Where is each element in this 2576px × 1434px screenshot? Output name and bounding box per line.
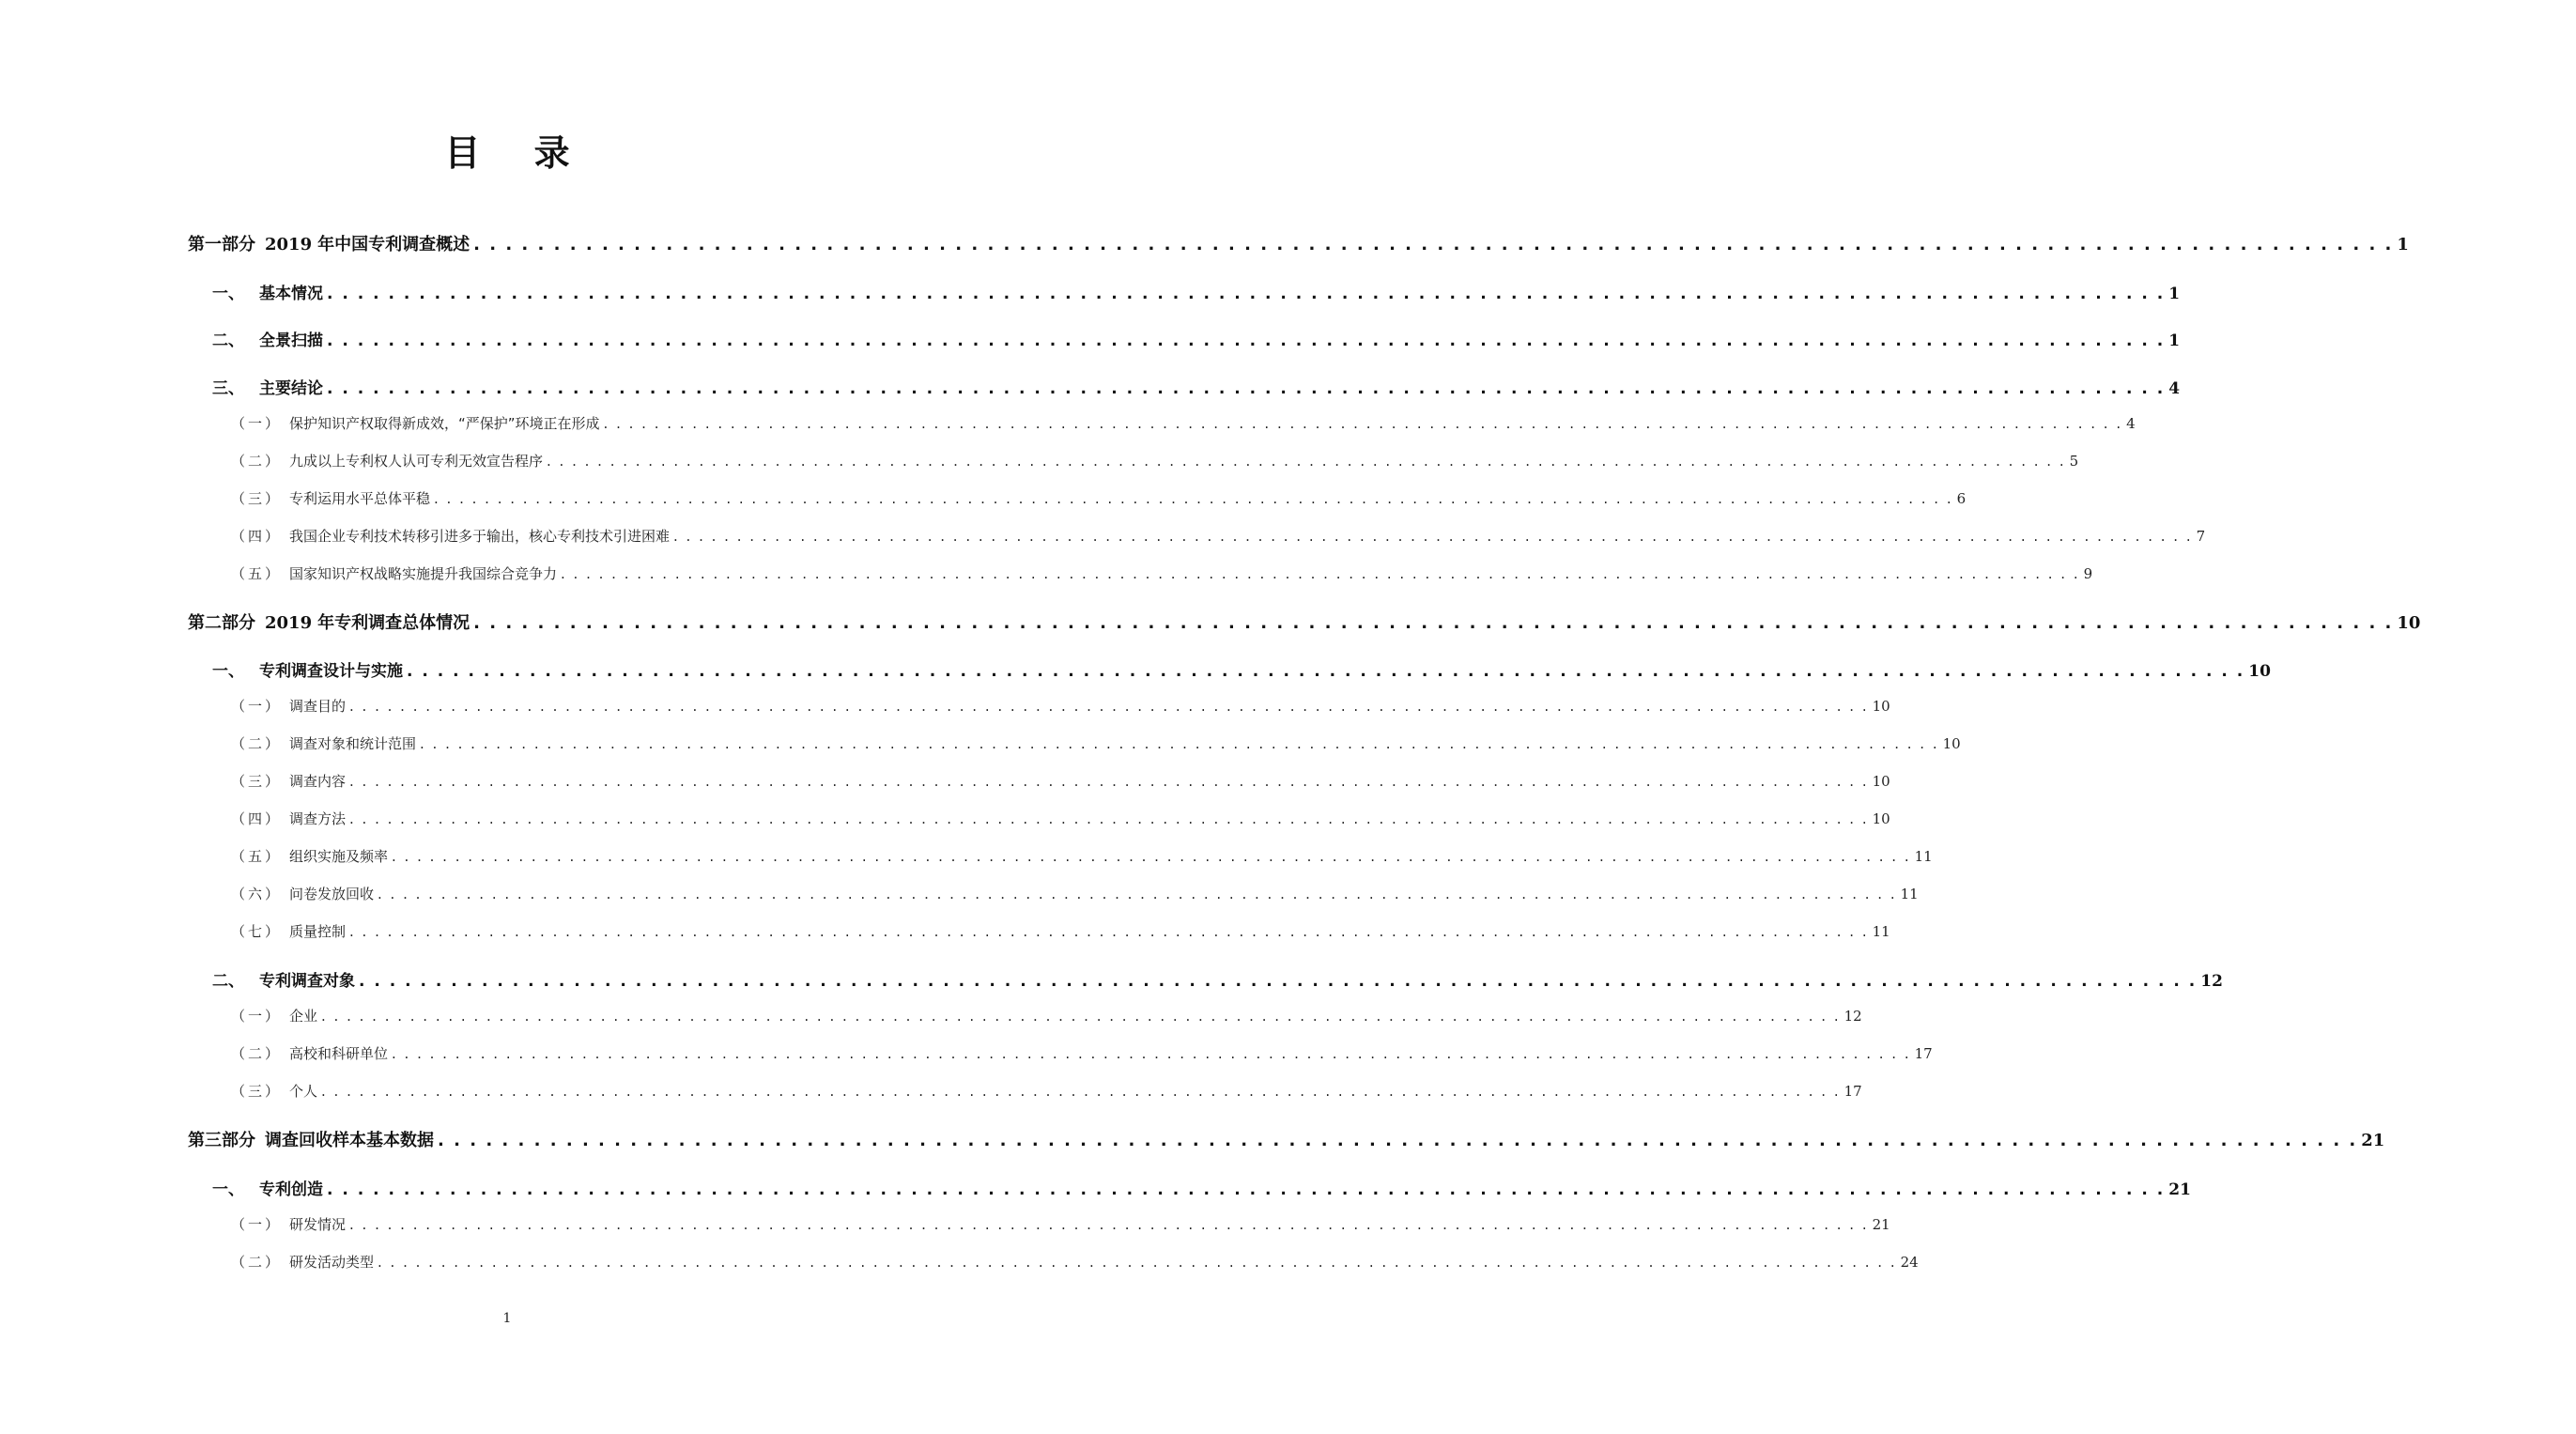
toc-dot-leader: . . . . . . . . . . . . . . . . . . . . . . . . . . . . . . . . . . . . . . . . . . . . . . . . . . . . . . . . . . . . . . . . . . . . . . . . . . . . . . . . . . . . . . . . . . . . . . . . . . . . . . . . . . . . . . . . . . . . . . . . bbox=[359, 972, 2198, 991]
toc-entry-text: 研发情况 bbox=[289, 1216, 347, 1233]
toc-entry-marker: （一） bbox=[231, 415, 283, 432]
toc-dot-leader: . . . . . . . . . . . . . . . . . . . . . . . . . . . . . . . . . . . . . . . . . . . . . . . . . . . . . . . . . . . . . . . . . . . . . . . . . . . . . . . . . . . . . . . . . . . . . . . . . . . . . . . . . . . . . . . . . . . . . . . . bbox=[327, 285, 2166, 303]
toc-entry-marker: （五） bbox=[231, 848, 283, 865]
toc-entry[interactable] bbox=[0, 488, 1967, 508]
toc-page-number: 10 bbox=[1872, 810, 1890, 827]
toc-dot-leader: . . . . . . . . . . . . . . . . . . . . . . . . . . . . . . . . . . . . . . . . . . . . . . . . . . . . . . . . . . . . . . . . . . . . . . . . . . . . . . . . . . . . . . . . . . . . . . . . . . . . . . . . . . . . . . . . . . . . . . . . bbox=[378, 886, 1897, 902]
toc-entry-text: 九成以上专利权人认可专利无效宣告程序 bbox=[289, 453, 544, 470]
toc-entry[interactable] bbox=[0, 771, 1890, 791]
toc-entry-label bbox=[0, 809, 346, 828]
toc-entry-label bbox=[0, 1043, 388, 1063]
toc-entry-marker: 一、 bbox=[212, 1180, 244, 1199]
toc-page-number: 21 bbox=[2361, 1131, 2385, 1150]
toc-entry-label bbox=[0, 884, 374, 903]
toc-entry-label bbox=[0, 846, 388, 866]
toc-entry[interactable] bbox=[0, 967, 2223, 991]
toc-dot-leader: . . . . . . . . . . . . . . . . . . . . . . . . . . . . . . . . . . . . . . . . . . . . . . . . . . . . . . . . . . . . . . . . . . . . . . . . . . . . . . . . . . . . . . . . . . . . . . . . . . . . . . . . . . . . . . . . . . . . . . . . bbox=[420, 735, 1939, 752]
toc-entry-text: 个人 bbox=[289, 1083, 318, 1100]
toc-entry[interactable] bbox=[0, 1214, 1890, 1234]
toc-page-number: 12 bbox=[2200, 972, 2223, 991]
toc-entry[interactable] bbox=[0, 696, 1890, 716]
toc-entry-marker: 一、 bbox=[212, 662, 244, 681]
toc-entry-text: 专利调查对象 bbox=[259, 972, 355, 991]
toc-entry-label bbox=[0, 967, 355, 991]
toc-entry-text: 企业 bbox=[289, 1008, 318, 1025]
toc-dot-leader: . . . . . . . . . . . . . . . . . . . . . . . . . . . . . . . . . . . . . . . . . . . . . . . . . . . . . . . . . . . . . . . . . . . . . . . . . . . . . . . . . . . . . . . . . . . . . . . . . . . . . . . . . . . . . . . . . . . . . . . . bbox=[327, 1180, 2166, 1199]
toc-entry-label bbox=[0, 696, 346, 716]
toc-page-number: 21 bbox=[2168, 1180, 2191, 1199]
toc-entry-text: 专利调查设计与实施 bbox=[259, 662, 403, 681]
toc-page-number: 4 bbox=[2168, 379, 2181, 398]
toc-entry-text: 质量控制 bbox=[289, 923, 347, 940]
toc-entry-marker: （六） bbox=[231, 886, 283, 902]
toc-entry[interactable] bbox=[0, 733, 1961, 753]
toc-entry[interactable] bbox=[0, 809, 1890, 828]
toc-entry-label bbox=[0, 451, 543, 470]
toc-dot-leader: . . . . . . . . . . . . . . . . . . . . . . . . . . . . . . . . . . . . . . . . . . . . . . . . . . . . . . . . . . . . . . . . . . . . . . . . . . . . . . . . . . . . . . . . . . . . . . . . . . . . . . . . . . . . . . . . . . . . . . . . bbox=[349, 810, 1869, 827]
toc-entry-text: 我国企业专利技术转移引进多于输出，核心专利技术引进困难 bbox=[289, 528, 671, 545]
toc-page-number: 10 bbox=[2248, 662, 2271, 681]
toc-entry-text: 调查目的 bbox=[289, 698, 347, 715]
toc-entry[interactable] bbox=[0, 1252, 1919, 1272]
toc-entry-label bbox=[0, 1252, 374, 1272]
toc-entry-text: 全景扫描 bbox=[259, 332, 323, 350]
toc-entry-label bbox=[0, 609, 470, 634]
toc-entry-text: 专利创造 bbox=[259, 1180, 323, 1199]
toc-dot-leader: . . . . . . . . . . . . . . . . . . . . . . . . . . . . . . . . . . . . . . . . . . . . . . . . . . . . . . . . . . . . . . . . . . . . . . . . . . . . . . . . . . . . . . . . . . . . . . . . . . . . . . . . . . . . . . . . . . . . . . . . bbox=[547, 453, 2066, 470]
toc-dot-leader: . . . . . . . . . . . . . . . . . . . . . . . . . . . . . . . . . . . . . . . . . . . . . . . . . . . . . . . . . . . . . . . . . . . . . . . . . . . . . . . . . . . . . . . . . . . . . . . . . . . . . . . . . . . . . . . . . . . . . . . . bbox=[407, 662, 2245, 681]
toc-dot-leader: . . . . . . . . . . . . . . . . . . . . . . . . . . . . . . . . . . . . . . . . . . . . . . . . . . . . . . . . . . . . . . . . . . . . . . . . . . . . . . . . . . . . . . . . . . . . . . . . . . . . . . . . . . . . . . . . . . . . . . . . bbox=[473, 235, 2394, 254]
toc-page-number: 7 bbox=[2196, 528, 2206, 545]
toc-entry[interactable] bbox=[0, 1081, 1862, 1101]
toc-entry-marker: （二） bbox=[231, 1254, 283, 1271]
toc-dot-leader: . . . . . . . . . . . . . . . . . . . . . . . . . . . . . . . . . . . . . . . . . . . . . . . . . . . . . . . . . . . . . . . . . . . . . . . . . . . . . . . . . . . . . . . . . . . . . . . . . . . . . . . . . . . . . . . . . . . . . . . . bbox=[378, 1254, 1897, 1271]
toc-page-number: 21 bbox=[1872, 1216, 1890, 1233]
toc-page-number: 17 bbox=[1843, 1083, 1862, 1100]
toc-entry-label bbox=[0, 771, 346, 791]
toc-entry-label bbox=[0, 327, 323, 350]
toc-dot-leader: . . . . . . . . . . . . . . . . . . . . . . . . . . . . . . . . . . . . . . . . . . . . . . . . . . . . . . . . . . . . . . . . . . . . . . . . . . . . . . . . . . . . . . . . . . . . . . . . . . . . . . . . . . . . . . . . . . . . . . . . bbox=[349, 923, 1869, 940]
toc-entry[interactable] bbox=[0, 921, 1890, 941]
toc-part-name: 第三部分 bbox=[188, 1131, 255, 1150]
toc-entry[interactable] bbox=[0, 846, 1933, 866]
toc-entry-marker: 二、 bbox=[212, 972, 244, 991]
toc-entry-marker: （三） bbox=[231, 490, 283, 507]
toc-entry[interactable] bbox=[0, 413, 2136, 433]
toc-entry[interactable] bbox=[0, 1043, 1933, 1063]
toc-entry-label bbox=[0, 1176, 323, 1199]
toc-entry[interactable] bbox=[0, 657, 2271, 681]
toc-entry-text: 调查对象和统计范围 bbox=[289, 735, 417, 752]
toc-dot-leader: . . . . . . . . . . . . . . . . . . . . . . . . . . . . . . . . . . . . . . . . . . . . . . . . . . . . . . . . . . . . . . . . . . . . . . . . . . . . . . . . . . . . . . . . . . . . . . . . . . . . . . . . . . . . . . . . . . . . . . . . bbox=[321, 1008, 1841, 1025]
toc-entry-label bbox=[0, 921, 346, 941]
toc-entry-marker: （一） bbox=[231, 1008, 283, 1025]
toc-entry-label bbox=[0, 1214, 346, 1234]
toc-entry-marker: （五） bbox=[231, 565, 283, 582]
toc-dot-leader: . . . . . . . . . . . . . . . . . . . . . . . . . . . . . . . . . . . . . . . . . . . . . . . . . . . . . . . . . . . . . . . . . . . . . . . . . . . . . . . . . . . . . . . . . . . . . . . . . . . . . . . . . . . . . . . . . . . . . . . . bbox=[349, 773, 1869, 790]
toc-entry-text: 组织实施及频率 bbox=[289, 848, 389, 865]
toc-dot-leader: . . . . . . . . . . . . . . . . . . . . . . . . . . . . . . . . . . . . . . . . . . . . . . . . . . . . . . . . . . . . . . . . . . . . . . . . . . . . . . . . . . . . . . . . . . . . . . . . . . . . . . . . . . . . . . . . . . . . . . . . bbox=[434, 490, 1953, 507]
toc-entry-text: 主要结论 bbox=[259, 379, 323, 398]
toc-entry[interactable] bbox=[0, 563, 2093, 583]
toc-dot-leader: . . . . . . . . . . . . . . . . . . . . . . . . . . . . . . . . . . . . . . . . . . . . . . . . . . . . . . . . . . . . . . . . . . . . . . . . . . . . . . . . . . . . . . . . . . . . . . . . . . . . . . . . . . . . . . . . . . . . . . . . bbox=[673, 528, 2193, 545]
toc-entry-marker: 二、 bbox=[212, 332, 244, 350]
toc-entry-marker: （二） bbox=[231, 735, 283, 752]
toc-entry-marker: （一） bbox=[231, 1216, 283, 1233]
toc-entry-text: 高校和科研单位 bbox=[289, 1045, 389, 1062]
toc-part-year: 2019 bbox=[265, 613, 313, 633]
toc-part-title: 年专利调查总体情况 bbox=[317, 613, 470, 633]
toc-dot-leader: . . . . . . . . . . . . . . . . . . . . . . . . . . . . . . . . . . . . . . . . . . . . . . . . . . . . . . . . . . . . . . . . . . . . . . . . . . . . . . . . . . . . . . . . . . . . . . . . . . . . . . . . . . . . . . . . . . . . . . . . bbox=[327, 379, 2166, 398]
toc-page-number: 12 bbox=[1843, 1008, 1862, 1025]
toc-entry-text: 基本情况 bbox=[259, 285, 323, 303]
toc-part-name: 第一部分 bbox=[188, 235, 255, 254]
toc-dot-leader: . . . . . . . . . . . . . . . . . . . . . . . . . . . . . . . . . . . . . . . . . . . . . . . . . . . . . . . . . . . . . . . . . . . . . . . . . . . . . . . . . . . . . . . . . . . . . . . . . . . . . . . . . . . . . . . . . . . . . . . . bbox=[473, 613, 2394, 633]
toc-entry-marker: （三） bbox=[231, 1083, 283, 1100]
toc-entry-marker: （三） bbox=[231, 773, 283, 790]
toc-dot-leader: . . . . . . . . . . . . . . . . . . . . . . . . . . . . . . . . . . . . . . . . . . . . . . . . . . . . . . . . . . . . . . . . . . . . . . . . . . . . . . . . . . . . . . . . . . . . . . . . . . . . . . . . . . . . . . . . . . . . . . . . bbox=[321, 1083, 1841, 1100]
toc-page-number: 17 bbox=[1914, 1045, 1933, 1062]
toc-entry-text: 调查方法 bbox=[289, 810, 347, 827]
toc-part-name: 第二部分 bbox=[188, 613, 255, 633]
toc-page-number: 24 bbox=[1900, 1254, 1919, 1271]
toc-entry[interactable] bbox=[0, 1127, 2385, 1151]
toc-page-number: 1 bbox=[2397, 235, 2409, 254]
toc-entry-text: 研发活动类型 bbox=[289, 1254, 375, 1271]
toc-dot-leader: . . . . . . . . . . . . . . . . . . . . . . . . . . . . . . . . . . . . . . . . . . . . . . . . . . . . . . . . . . . . . . . . . . . . . . . . . . . . . . . . . . . . . . . . . . . . . . . . . . . . . . . . . . . . . . . . . . . . . . . . bbox=[392, 848, 1911, 865]
toc-entry-marker: 一、 bbox=[212, 285, 244, 303]
toc-dot-leader: . . . . . . . . . . . . . . . . . . . . . . . . . . . . . . . . . . . . . . . . . . . . . . . . . . . . . . . . . . . . . . . . . . . . . . . . . . . . . . . . . . . . . . . . . . . . . . . . . . . . . . . . . . . . . . . . . . . . . . . . bbox=[349, 698, 1869, 715]
toc-entry-label bbox=[0, 231, 470, 255]
toc-entry-label bbox=[0, 375, 323, 398]
toc-page-number: 10 bbox=[1942, 735, 1961, 752]
toc-entry-marker: （四） bbox=[231, 810, 283, 827]
toc-entry-text: 调查内容 bbox=[289, 773, 347, 790]
toc-page-number: 5 bbox=[2069, 453, 2079, 470]
toc-entry[interactable] bbox=[0, 1176, 2191, 1199]
toc-dot-leader: . . . . . . . . . . . . . . . . . . . . . . . . . . . . . . . . . . . . . . . . . . . . . . . . . . . . . . . . . . . . . . . . . . . . . . . . . . . . . . . . . . . . . . . . . . . . . . . . . . . . . . . . . . . . . . . . . . . . . . . . bbox=[438, 1131, 2358, 1150]
toc-page-number: 4 bbox=[2126, 415, 2136, 432]
toc-entry[interactable] bbox=[0, 451, 2079, 470]
toc-page-number: 10 bbox=[1872, 698, 1890, 715]
toc-dot-leader: . . . . . . . . . . . . . . . . . . . . . . . . . . . . . . . . . . . . . . . . . . . . . . . . . . . . . . . . . . . . . . . . . . . . . . . . . . . . . . . . . . . . . . . . . . . . . . . . . . . . . . . . . . . . . . . . . . . . . . . . bbox=[392, 1045, 1911, 1062]
toc-entry[interactable] bbox=[0, 1006, 1862, 1025]
toc-entry-marker: 三、 bbox=[212, 379, 244, 398]
toc-entry[interactable] bbox=[0, 609, 2421, 634]
toc-entry[interactable] bbox=[0, 327, 2181, 350]
toc-entry-label bbox=[0, 657, 403, 681]
toc-part-title: 年中国专利调查概述 bbox=[317, 235, 470, 254]
toc-page-number: 6 bbox=[1956, 490, 1967, 507]
toc-page-number: 11 bbox=[1914, 848, 1933, 865]
toc-entry[interactable] bbox=[0, 280, 2181, 303]
toc-page-number: 10 bbox=[2397, 613, 2421, 633]
toc-title: 目 录 bbox=[444, 132, 591, 174]
toc-entry-marker: （四） bbox=[231, 528, 283, 545]
toc-page-number: 9 bbox=[2083, 565, 2093, 582]
toc-dot-leader: . . . . . . . . . . . . . . . . . . . . . . . . . . . . . . . . . . . . . . . . . . . . . . . . . . . . . . . . . . . . . . . . . . . . . . . . . . . . . . . . . . . . . . . . . . . . . . . . . . . . . . . . . . . . . . . . . . . . . . . . bbox=[603, 415, 2123, 432]
toc-entry-label bbox=[0, 488, 430, 508]
toc-entry-marker: （一） bbox=[231, 698, 283, 715]
toc-entry-label bbox=[0, 1081, 317, 1101]
toc-page-number: 11 bbox=[1900, 886, 1919, 902]
toc-entry-text: 问卷发放回收 bbox=[289, 886, 375, 902]
toc-entry-label bbox=[0, 563, 557, 583]
toc-part-title: 调查回收样本基本数据 bbox=[265, 1131, 434, 1150]
toc-entry-label bbox=[0, 1127, 434, 1151]
toc-entry-marker: （二） bbox=[231, 1045, 283, 1062]
toc-part-year: 2019 bbox=[265, 235, 313, 254]
toc-entry-text: 国家知识产权战略实施提升我国综合竞争力 bbox=[289, 565, 558, 582]
toc-page-number: 10 bbox=[1872, 773, 1890, 790]
toc-entry[interactable] bbox=[0, 231, 2409, 255]
toc-entry-label bbox=[0, 526, 670, 546]
toc-entry[interactable] bbox=[0, 884, 1919, 903]
toc-entry-marker: （七） bbox=[231, 923, 283, 940]
toc-page-number: 1 bbox=[2168, 332, 2181, 350]
toc-entry-marker: （二） bbox=[231, 453, 283, 470]
toc-entry[interactable] bbox=[0, 526, 2206, 546]
toc-entry-label bbox=[0, 1006, 317, 1025]
toc-page-number: 11 bbox=[1872, 923, 1890, 940]
toc-dot-leader: . . . . . . . . . . . . . . . . . . . . . . . . . . . . . . . . . . . . . . . . . . . . . . . . . . . . . . . . . . . . . . . . . . . . . . . . . . . . . . . . . . . . . . . . . . . . . . . . . . . . . . . . . . . . . . . . . . . . . . . . bbox=[561, 565, 2080, 582]
toc-entry-text: 保护知识产权取得新成效，“严保护”环境正在形成 bbox=[289, 415, 600, 432]
page-number: 1 bbox=[502, 1311, 512, 1326]
toc-entry[interactable] bbox=[0, 375, 2181, 398]
toc-entry-text: 专利运用水平总体平稳 bbox=[289, 490, 431, 507]
toc-dot-leader: . . . . . . . . . . . . . . . . . . . . . . . . . . . . . . . . . . . . . . . . . . . . . . . . . . . . . . . . . . . . . . . . . . . . . . . . . . . . . . . . . . . . . . . . . . . . . . . . . . . . . . . . . . . . . . . . . . . . . . . . bbox=[349, 1216, 1869, 1233]
toc-entry-label bbox=[0, 413, 600, 433]
toc-entry-label bbox=[0, 280, 323, 303]
toc-page-number: 1 bbox=[2168, 285, 2181, 303]
toc-dot-leader: . . . . . . . . . . . . . . . . . . . . . . . . . . . . . . . . . . . . . . . . . . . . . . . . . . . . . . . . . . . . . . . . . . . . . . . . . . . . . . . . . . . . . . . . . . . . . . . . . . . . . . . . . . . . . . . . . . . . . . . . bbox=[327, 332, 2166, 350]
toc-entry-label bbox=[0, 733, 416, 753]
